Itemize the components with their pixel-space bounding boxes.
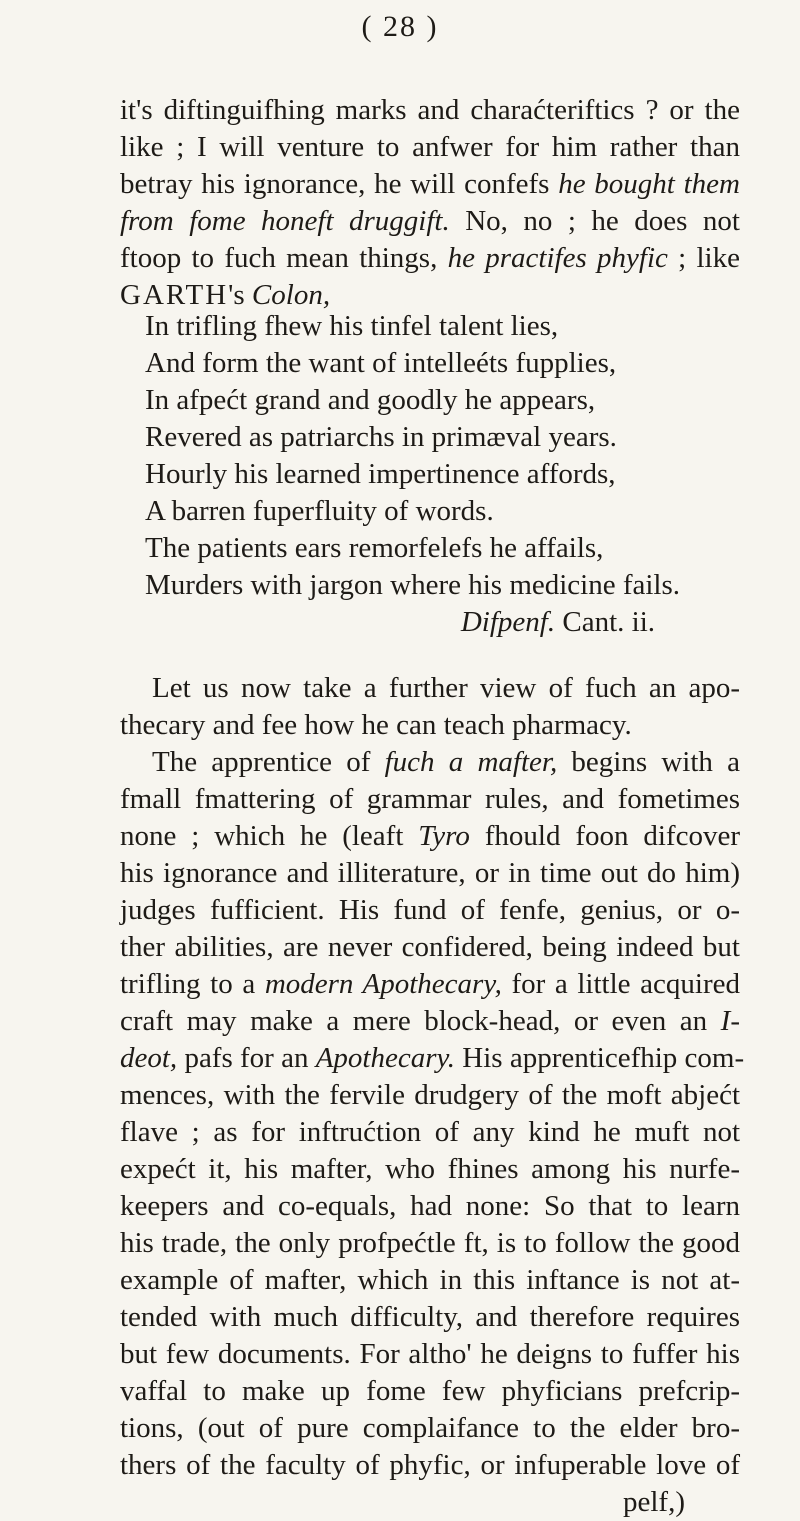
verse-line: In trifling fhew his tinfel talent lies, <box>145 310 559 342</box>
text-line: ther abilities, are never confidered, being indeed but <box>120 931 740 963</box>
text-line: tended with much difficulty, and therefore requires <box>120 1301 740 1333</box>
text-line: judges fufficient. His fund of fenfe, genius, or o- <box>120 894 740 926</box>
verse-line: Revered as patriarchs in primæval years. <box>145 421 617 453</box>
text-line: fmall fmattering of grammar rules, and fometimes <box>120 783 740 815</box>
text-line: but few documents. For altho' he deigns to fuffer his <box>120 1338 740 1370</box>
text-line: thers of the faculty of phyfic, or infuperable love of <box>120 1449 740 1481</box>
text-line: his ignorance and illiterature, or in time out do him) <box>120 857 740 889</box>
text-line: ftoop to fuch mean things, he practifes phyfic ; like <box>120 242 740 274</box>
text-line: craft may make a mere block-head, or even an I- <box>120 1005 740 1037</box>
verse-citation: Difpenf. Cant. ii. <box>460 606 655 638</box>
text-line: Let us now take a further view of fuch an apo- <box>152 672 740 704</box>
text-line: betray his ignorance, he will confefs he bought them <box>120 168 740 200</box>
text-line: keepers and co-equals, had none: So that to learn <box>120 1190 740 1222</box>
text-line: like ; I will venture to anfwer for him rather than <box>120 131 740 163</box>
text-line: tions, (out of pure complaifance to the elder bro- <box>120 1412 740 1444</box>
text-line: none ; which he (leaft Tyro fhould foon difcover <box>120 820 740 852</box>
text-line: thecary and fee how he can teach pharmacy. <box>120 709 632 741</box>
verse-line: And form the want of intelleéts fupplies, <box>145 347 617 379</box>
text-line: it's diftinguifhing marks and charaćteriftics ? or the <box>120 94 740 126</box>
text-line: vaffal to make up fome few phyficians prefcrip- <box>120 1375 740 1407</box>
page-number: ( 28 ) <box>361 10 439 43</box>
text-line: from fome honeft druggift. No, no ; he does not <box>120 205 740 237</box>
text-line: flave ; as for inftrućtion of any kind he muft not <box>120 1116 740 1148</box>
catchword: pelf,) <box>623 1486 685 1518</box>
verse-line: Hourly his learned impertinence affords, <box>145 458 616 490</box>
verse-line: The patients ears remorfelefs he affails, <box>145 532 604 564</box>
verse-line: In afpećt grand and goodly he appears, <box>145 384 596 416</box>
verse-quotation <box>120 308 740 641</box>
paragraph-apprentice <box>120 744 745 1521</box>
opening-text <box>120 92 740 314</box>
text-line: his trade, the only profpećtle ft, is to follow the good <box>120 1227 740 1259</box>
verse-line: Murders with jargon where his medicine fails. <box>145 569 681 601</box>
text-line: example of mafter, which in this inftance is not at- <box>120 1264 740 1296</box>
verse-line: A barren fuperfluity of words. <box>145 495 494 527</box>
text-line: deot, pafs for an Apothecary. His apprenticefhip com- <box>120 1042 745 1074</box>
text-line: trifling to a modern Apothecary, for a little acquired <box>120 968 740 1000</box>
paragraph-further-view <box>120 670 740 744</box>
text-line: mences, with the fervile drudgery of the moft abjećt <box>120 1079 740 1111</box>
text-line: GARTH's Colon, <box>120 279 331 311</box>
text-line: The apprentice of fuch a mafter, begins with a <box>152 746 740 778</box>
text-line: expećt it, his mafter, who fhines among his nurfe- <box>120 1153 740 1185</box>
